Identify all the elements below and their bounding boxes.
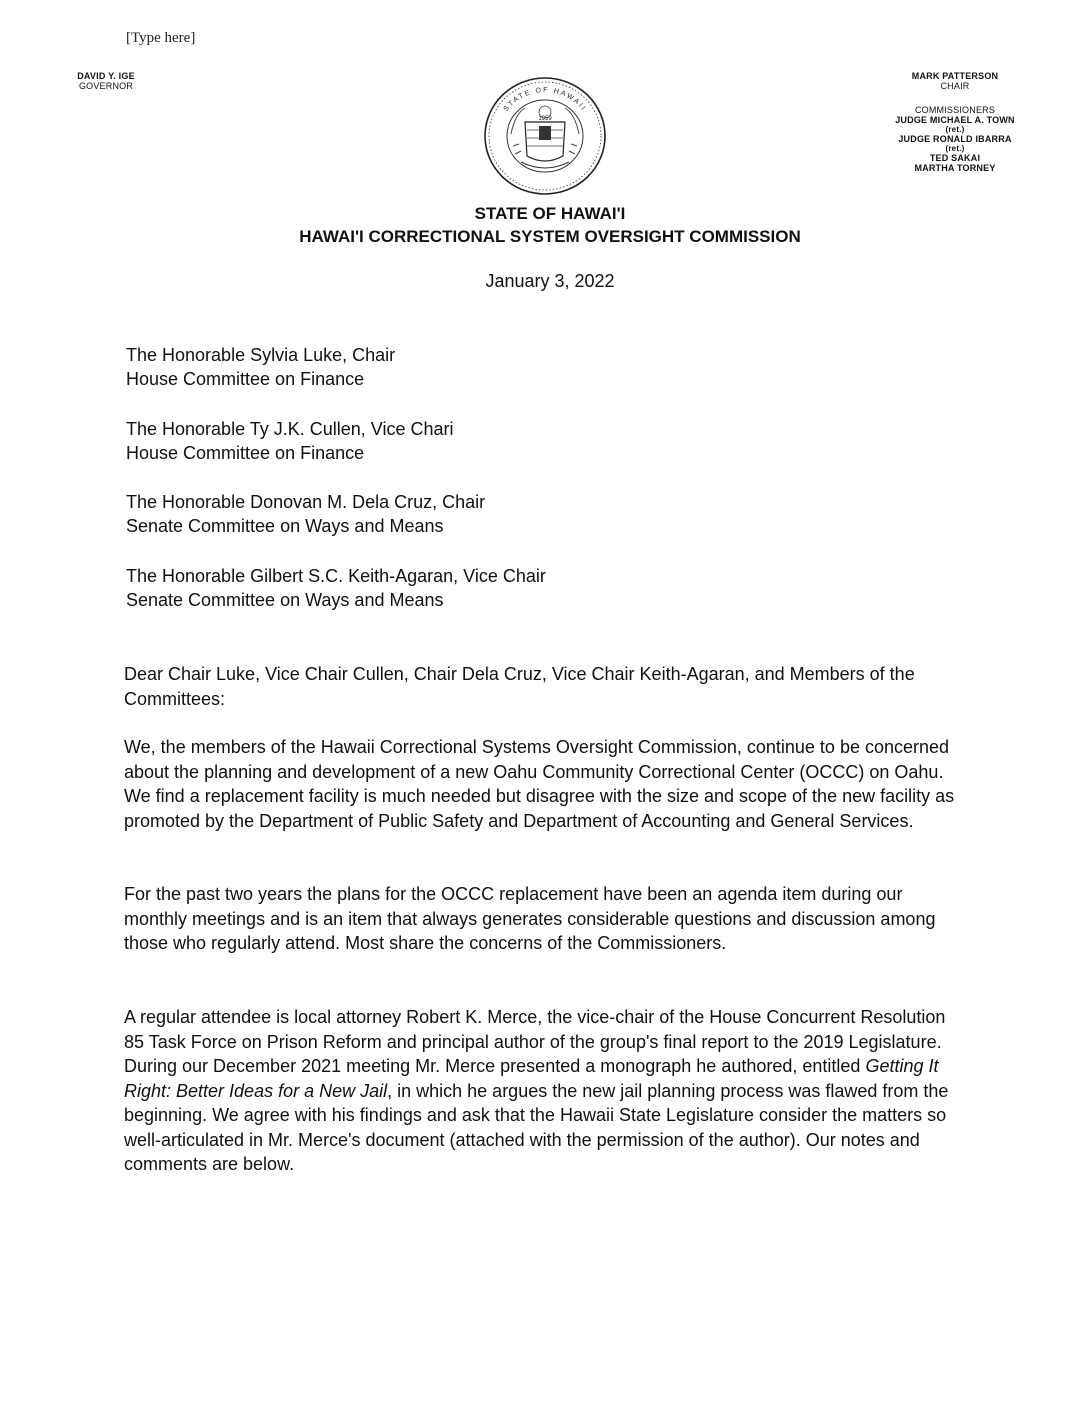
addressee-committee: Senate Committee on Ways and Means bbox=[126, 590, 444, 610]
commissioner-name: JUDGE MICHAEL A. TOWN bbox=[895, 115, 1015, 125]
addressee-block bbox=[126, 564, 546, 612]
paragraph-merce bbox=[124, 1005, 954, 1177]
commissioner-name: MARTHA TORNEY bbox=[914, 163, 996, 173]
salutation-text: Dear Chair Luke, Vice Chair Cullen, Chair Dela Cruz, Vice Chair Keith-Agaran, and Members of the Committees: bbox=[124, 664, 915, 709]
chair-title: CHAIR bbox=[940, 81, 970, 91]
chair-name: MARK PATTERSON bbox=[911, 71, 999, 81]
commissioner-name: JUDGE RONALD IBARRA bbox=[898, 134, 1012, 144]
addressee-name: The Honorable Donovan M. Dela Cruz, Chair bbox=[126, 492, 486, 512]
letter-date: January 3, 2022 bbox=[485, 271, 615, 291]
paragraph-text bbox=[124, 1005, 954, 1177]
addressee-committee: House Committee on Finance bbox=[126, 369, 365, 389]
svg-text:1959: 1959 bbox=[538, 116, 552, 122]
governor-title: GOVERNOR bbox=[78, 81, 134, 91]
addressee-block bbox=[126, 490, 485, 538]
state-seal-icon bbox=[481, 74, 609, 198]
addressee-block bbox=[126, 343, 395, 391]
paragraph-text: We, the members of the Hawaii Correctional Systems Oversight Commission, continue to be concerned about the planning and development of a new Oahu Community Correctional Center (OCCC) on Oahu. We find a replacement facility is much needed but disagree with the size and scope of the new facility as promoted by the Department of Public Safety and Department of Accounting and General Services. bbox=[124, 737, 955, 831]
paragraph-text-part: , in which he argues the new jail planning process was flawed from the beginning. We agree with his findings and ask that the Hawaii State Legislature consider the matters so well-articulated in Mr. Merce's document (attached with the permission of the author). Our notes and comments are below. bbox=[124, 1080, 949, 1174]
addressee-name: The Honorable Ty J.K. Cullen, Vice Chari bbox=[126, 419, 454, 439]
addressee-committee: Senate Committee on Ways and Means bbox=[126, 516, 444, 536]
governor-block bbox=[66, 71, 146, 91]
monograph-title: Getting It Right: Better Ideas for a New Jail bbox=[124, 1056, 939, 1101]
heading-state: STATE OF HAWAI'I bbox=[474, 204, 626, 223]
heading-commission: HAWAI'I CORRECTIONAL SYSTEM OVERSIGHT COMMISSION bbox=[299, 227, 801, 246]
svg-text:STATE OF HAWAII: STATE OF HAWAII bbox=[502, 86, 588, 113]
addressee-block bbox=[126, 417, 454, 465]
addressee-name: The Honorable Sylvia Luke, Chair bbox=[126, 345, 396, 365]
salutation bbox=[124, 662, 924, 711]
commissioner-suffix: (ret.) bbox=[945, 125, 965, 134]
commissioner-name: TED SAKAI bbox=[929, 153, 981, 163]
commission-members-block bbox=[880, 71, 1030, 173]
paragraph-text-part: A regular attendee is local attorney Robert K. Merce, the vice-chair of the House Concurrent Resolution 85 Task Force on Prison Reform and principal author of the group's final report to the 2019 Legislature. During our December 2021 meeting Mr. Merce presented a monograph he authored, entitled bbox=[124, 1007, 946, 1076]
paragraph-text: For the past two years the plans for the OCCC replacement have been an agenda item during our monthly meetings and is an item that always generates considerable questions and discussion among those who regularly attend. Most share the concerns of the Commissioners. bbox=[124, 884, 936, 953]
commissioners-label: COMMISSIONERS bbox=[914, 105, 996, 115]
paragraph-meetings bbox=[124, 882, 964, 956]
addressee-committee: House Committee on Finance bbox=[126, 443, 365, 463]
paragraph-concerns bbox=[124, 735, 964, 833]
addressee-name: The Honorable Gilbert S.C. Keith-Agaran, Vice Chair bbox=[126, 566, 546, 586]
header-placeholder-text: [Type here] bbox=[126, 30, 196, 46]
commissioner-suffix: (ret.) bbox=[945, 144, 965, 153]
governor-name: DAVID Y. IGE bbox=[77, 71, 135, 81]
